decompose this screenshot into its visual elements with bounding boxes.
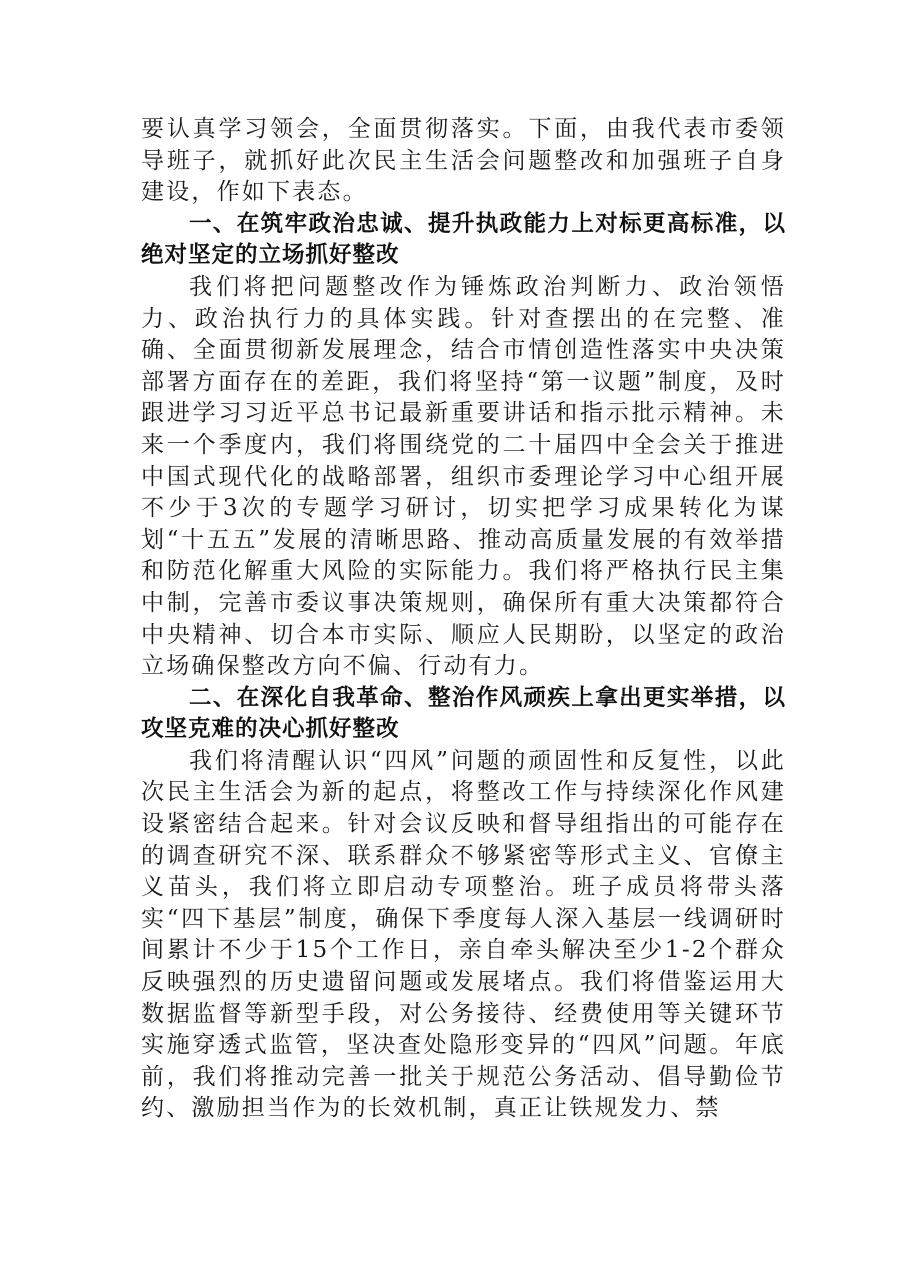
- body-paragraph: 我们将清醒认识“四风”问题的顽固性和反复性，以此次民主生活会为新的起点，将整改工作与持续深化作风建设紧密结合起来。针对会议反映和督导组指出的可能存在的调查研究不深、联系群众不够紧密等形式主义、官僚主义苗头，我们将立即启动专项整治。班子成员将带头落实“四下基层”制度，确保下季度每人深入基层一线调研时间累计不少于15个工作日，亲自牵头解决至少1-2个群众反映强烈的历史遗留问题或发展堵点。我们将借鉴运用大数据监督等新型手段，对公务接待、经费使用等关键环节实施穿透式监管，坚决查处隐形变异的“四风”问题。年底前，我们将推动完善一批关于规范公务活动、倡导勤俭节约、激励担当作为的长效机制，真正让铁规发力、禁: [141, 747, 786, 1122]
- section-heading: 一、在筑牢政治忠诚、提升执政能力上对标更高标准，以绝对坚定的立场抓好整改: [141, 210, 786, 269]
- document-page: [141, 114, 786, 1125]
- body-paragraph: 要认真学习领会，全面贯彻落实。下面，由我代表市委领导班子，就抓好此次民主生活会问题整改和加强班子自身建设，作如下表态。: [141, 116, 786, 206]
- section-heading: 二、在深化自我革命、整治作风顽疾上拿出更实举措，以攻坚克难的决心抓好整改: [141, 684, 786, 743]
- body-paragraph: 我们将把问题整改作为锤炼政治判断力、政治领悟力、政治执行力的具体实践。针对查摆出的在完整、准确、全面贯彻新发展理念，结合市情创造性落实中央决策部署方面存在的差距，我们将坚持“第一议题”制度，及时跟进学习习近平总书记最新重要讲话和指示批示精神。未来一个季度内，我们将围绕党的二十届四中全会关于推进中国式现代化的战略部署，组织市委理论学习中心组开展不少于3次的专题学习研讨，切实把学习成果转化为谋划“十五五”发展的清晰思路、推动高质量发展的有效举措和防范化解重大风险的实际能力。我们将严格执行民主集中制，完善市委议事决策规则，确保所有重大决策都符合中央精神、切合本市实际、顺应人民期盼，以坚定的政治立场确保整改方向不偏、行动有力。: [141, 273, 786, 680]
